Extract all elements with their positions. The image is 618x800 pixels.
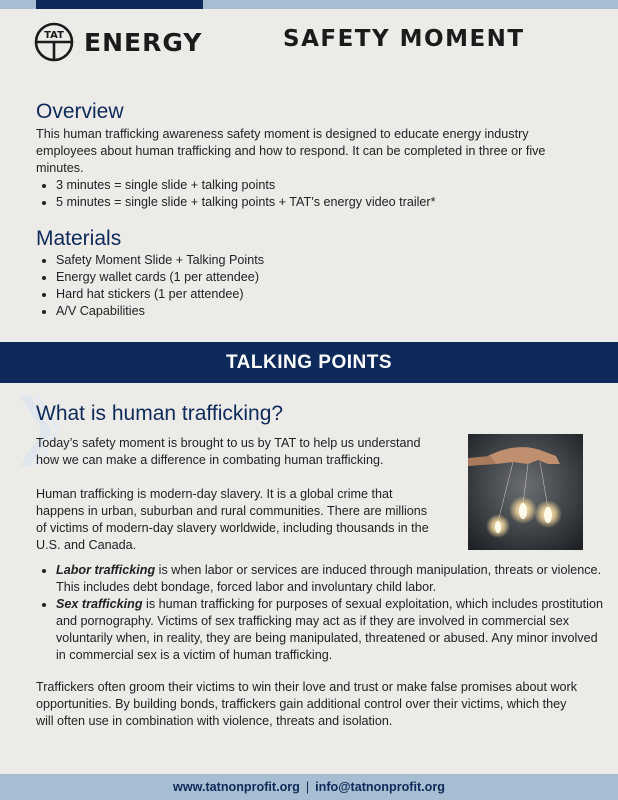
band-label: TALKING POINTS [225,351,393,373]
overview-paragraph: This human trafficking awareness safety moment is designed to educate energy industry employees about human trafficking and how to respond. It can be completed in three or five minutes. [36,127,546,175]
materials-heading: Materials [36,227,122,250]
term-text: is human trafficking for purposes of sexual exploitation, which includes prostitution and pornography. Victims of sex trafficking may act as if they are involved in commercial sex voluntarily when, in reality, they are being manipulated, threatened or abused. Any minor involved in commercial sex is a victim of human trafficking. [56,597,603,662]
definition-paragraph: Human trafficking is modern-day slavery. It is a global crime that happens in urban, suburban and rural communities. There are millions of victims of modern-day slavery worldwide, including thousands in the U.S. and Canada. [36,487,429,552]
term-label: Labor trafficking [56,563,156,577]
overview-heading: Overview [36,100,124,123]
puppet-hand-image [468,434,583,550]
list-item: • Energy wallet cards (1 per attendee) [56,269,576,286]
list-item [56,596,606,664]
list-item: • Hard hat stickers (1 per attendee) [56,286,576,303]
logo [34,22,202,62]
page-title: SAFETY MOMENT [283,26,525,52]
talking-points-band [0,342,618,383]
footer [0,774,618,800]
website-link[interactable]: www.tatnonprofit.org [173,780,300,794]
logo-word: ENERGY [84,27,203,57]
intro-paragraph: Today’s safety moment is brought to us by TAT to help us understand how we can make a difference in combating human trafficking. [36,436,421,467]
tat-logo-icon [34,22,74,62]
list-item: • 3 minutes = single slide + talking points [56,177,576,194]
term-label: Sex trafficking [56,597,143,611]
logo-mark-text: TAT [44,30,64,41]
overview-list [36,177,576,211]
list-item [56,562,606,596]
list-item: • Safety Moment Slide + Talking Points [56,252,576,269]
list-item: • A/V Capabilities [56,303,576,320]
top-accent-dark [36,0,203,9]
term-text: is when labor or services are induced through manipulation, threats or violence. This includes debt bondage, forced labor and involuntary child labor. [56,563,602,594]
email-link[interactable]: info@tatnonprofit.org [315,780,445,794]
footer-separator: | [305,780,310,794]
list-item: • 5 minutes = single slide + talking points + TAT’s energy video trailer* [56,194,576,211]
materials-list [36,252,576,320]
closing-paragraph: Traffickers often groom their victims to win their love and trust or make false promises about work opportunities. By building bonds, traffickers gain additional control over their victims, which they will often use in combination with violence, threats and isolation. [36,680,578,728]
trafficking-types-list [36,562,606,664]
top-accent-bar [0,0,618,9]
section-heading: What is human trafficking? [36,402,284,425]
